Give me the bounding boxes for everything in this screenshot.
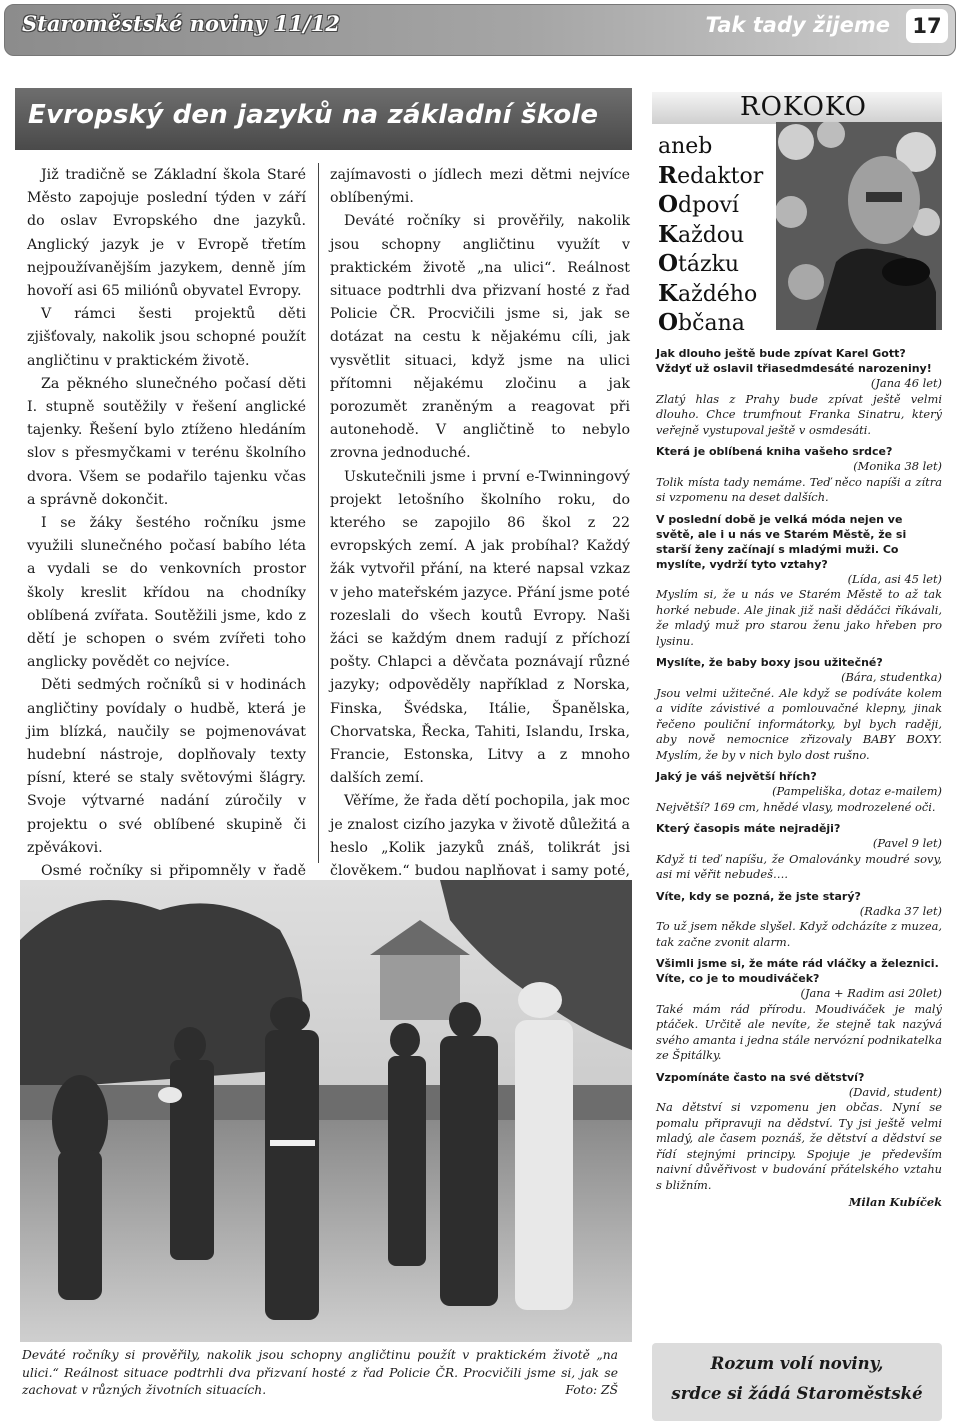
paragraph: Osmé ročníky si připomněly v řadě	[41, 863, 306, 880]
rokoko-title: ROKOKO	[740, 92, 867, 122]
answer: Zlatý hlas z Prahy bude zpívat ještě velmi dlouho. Chce trumfnout Franka Sinatru, který veřejně vystupoval ještě v osmdesáti.	[656, 391, 942, 437]
slogan-line-2: srdce si žádá Staroměstské	[671, 1384, 923, 1403]
paragraph: Již tradičně se Základní škola Staré Město zapojuje poslední týden v září do oslav Evropského dne jazyků. Anglický jazyk je v Evropě třetím nejpoužívanějším jazykem, denně jím hovoří asi 65 miliónů obyvatel Evropy.	[27, 167, 306, 300]
asker: (Pavel 9 let)	[872, 836, 942, 850]
answer: Tolik místa tady nemáme. Teď něco napíši a zítra si vzpomenu na deset dalších.	[656, 474, 942, 504]
question: Vzpomínáte často na své dětství?	[656, 1070, 865, 1084]
answer: To už jsem někde slyšel. Když odcházíte z muzea, tak začne zvonit alarm.	[656, 919, 942, 949]
acrostic-line: Redaktor	[658, 161, 764, 189]
qa-item	[656, 956, 942, 1064]
column-author: Milan Kubíček	[848, 1195, 942, 1209]
question: V poslední době je velká móda nejen ve světě, ale i u nás ve Starém Městě, že si starší ženy začínají s mladými muži. Co myslíte, vydrží tyto vztahy?	[656, 512, 907, 571]
question: Který časopis máte nejraději?	[656, 822, 841, 835]
paragraph: Děti sedmých ročníků si v hodinách angličtiny povídaly o hudbě, která je jim blízká, naučily se pojmenovávat hudební nástroje, doplňovaly texty písní, které se staly světovými šlágry. Svoje výtvarné nadání zúročily v projektu o své oblíbené skupině či zpěvákovi.	[27, 677, 306, 856]
answer: Myslím si, že u nás ve Starém Městě to až tak horké nebude. Ale jinak již naši dědáčci říkávali, že mladý muž pro starou ženu jako hřeben pro lysinu.	[656, 587, 942, 648]
answer: Když ti teď napíšu, že Omalovánky moudré sovy, asi mi věřit nebudeš….	[656, 851, 942, 881]
asker: (Bára, studentka)	[841, 670, 942, 684]
newspaper-title: Staroměstské noviny 11/12	[22, 11, 341, 36]
answer: Také mám rád přírodu. Moudiváček je malý ptáček. Určitě ale nevíte, že stejně tak nazývá svého amanta i jedna stále nervózní podnikatelka ze Špitálky.	[656, 1001, 942, 1062]
asker: (David, student)	[848, 1084, 942, 1099]
acrostic	[658, 132, 763, 339]
page-number: 17	[906, 9, 948, 43]
question: Jaký je váš největší hřích?	[656, 770, 817, 783]
question: Víte, kdy se pozná, že jste starý?	[656, 889, 861, 903]
acrostic-line: Každou	[658, 220, 745, 248]
caption-text: Deváté ročníky si prověřily, nakolik jsou schopny angličtinu použít v praktickém životě „na ulici.“ Reálnost situace podtrhli dva přizvaní hosté z řad Policie ČR. Procvičili jsme si, jak se zachovat v různých životních situacích.	[22, 1348, 618, 1397]
qa-item	[656, 346, 942, 438]
qa-item	[656, 655, 942, 763]
article-title: Evropský den jazyků na základní škole	[28, 100, 599, 130]
article-column-1	[27, 164, 306, 953]
asker: (Jana + Radim asi 20let)	[800, 986, 942, 1000]
acrostic-line: Každého	[658, 279, 758, 307]
question: Jak dlouho ještě bude zpívat Karel Gott? Vždyť už oslavil třiasedmdesáté narozeniny!	[656, 347, 932, 375]
answer: Největší? 169 cm, hnědé vlasy, modrozelené oči.	[656, 799, 936, 814]
qa-item	[656, 1070, 942, 1194]
paragraph: zajímavosti o jídlech mezi dětmi nejvíce oblíbenými.	[330, 167, 630, 207]
article-column-2	[330, 164, 630, 953]
photo-credit: Foto: ZŠ	[565, 1383, 618, 1397]
paragraph: V rámci šesti projektů děti zjišťovaly, nakolik jsou schopné použít angličtinu v praktickém životě.	[27, 306, 306, 369]
qa-list	[656, 346, 942, 1211]
asker: (Jana 46 let)	[870, 376, 942, 390]
column-divider	[318, 163, 319, 863]
paragraph: I se žáky šestého ročníku jsme využili slunečného počasí babího léta a vydali se do venkovních prostor školy kreslit křídou na chodníky oblíbená zvířata. Soutěžili jsme, kdo z dětí je schopen o svém zvířeti toho anglicky povědět co nejvíce.	[27, 515, 306, 671]
slogan-line-1: Rozum volí noviny,	[710, 1354, 884, 1373]
asker: (Radka 37 let)	[859, 903, 942, 918]
answer: Na dětství si vzpomenu jen občas. Nyní se pomalu připravuji na dědství. Ty jsi ještě velmi mladý, ale časem poznáš, že dětství a dědství se řídí stejnými principy. Spojuje je především naivní důvěřivost v budování přátelského vztahu s bližním.	[656, 1100, 942, 1192]
question: Všimli jsme si, že máte rád vláčky a železnici. Víte, co je to moudiváček?	[656, 957, 939, 985]
question: Která je oblíbená kniha vašeho srdce?	[656, 445, 893, 458]
photo-caption	[22, 1347, 618, 1400]
qa-item	[656, 512, 942, 650]
qa-item	[656, 821, 942, 883]
acrostic-line: Otázku	[658, 250, 740, 277]
qa-item	[656, 769, 942, 815]
section-title: Tak tady žijeme	[705, 13, 890, 37]
asker: (Lída, asi 45 let)	[847, 571, 942, 586]
asker: (Pampeliška, dotaz e-mailem)	[772, 784, 942, 798]
paragraph: Deváté ročníky si prověřily, nakolik jsou schopny angličtinu využít v praktickém životě „na ulici“. Reálnost situace podtrhli dva přizvaní hosté z řad Policie ČR. Procvičili jsme si, jak se dotázat na cestu k nějakému cíli, jak vysvětlit situaci, když jsme na ulici přítomni nějakému zločinu a jak porozumět zraněným a reagovat při autonehodě. V angličtině to nebylo zrovna jednoduché.	[330, 213, 630, 462]
asker: (Monika 38 let)	[853, 459, 942, 473]
qa-item	[656, 444, 942, 506]
paragraph: Za pěkného slunečného počasí děti I. stupně soutěžily v řešení anglické tajenky. Řešení bylo ztíženo hledáním slov s přesmyčkami v terénu školního dvora. Všem se podařilo tajenku včas a správně dokončit.	[27, 375, 306, 508]
qa-item	[656, 889, 942, 951]
slogan-box	[652, 1343, 942, 1421]
article-photo	[20, 880, 632, 1342]
acrostic-line: aneb	[658, 134, 713, 159]
acrostic-line: Odpoví	[658, 191, 739, 218]
paragraph: Uskutečnili jsme i první e-Twinningový projekt letošního školního roku, do kterého se zapojilo 86 škol z 22 evropských zemí. A jak probíhal? Každý žák vytvořil přání, na které napsal vzkaz v jeho mateřském jazyce. Přání jsme poté rozeslali do všech koutů Evropy. Naši žáci se každým dnem radují z příchozí pošty. Chlapci a děvčata poznávají různé jazyky; odpověděly například z Norska, Finska, Švédska, Itálie, Španělska, Chorvatska, Řecka, Tahiti, Islandu, Irska, Francie, Estonska, Litvy a z mnoho dalších zemí.	[330, 468, 630, 787]
acrostic-line: Občana	[658, 309, 745, 336]
editor-portrait	[776, 122, 942, 330]
answer: Jsou velmi užitečné. Ale když se podíváte kolem a vidíte závistivé a pomlouvačné klepny, jinak řečeno pouliční informátorky, byl bych raději, aby nově nemocnice zřizovaly BABY BOXY. Myslím, že by v nich bylo dost rušno.	[656, 685, 942, 762]
question: Myslíte, že baby boxy jsou užitečné?	[656, 656, 883, 669]
paragraph: Věříme, že řada dětí pochopila, jak moc je znalost cizího jazyka v životě důležitá a heslo „Kolik jazyků znáš, tolikrát jsi člověkem.“ budou naplňovat i samy poté,	[330, 793, 630, 880]
